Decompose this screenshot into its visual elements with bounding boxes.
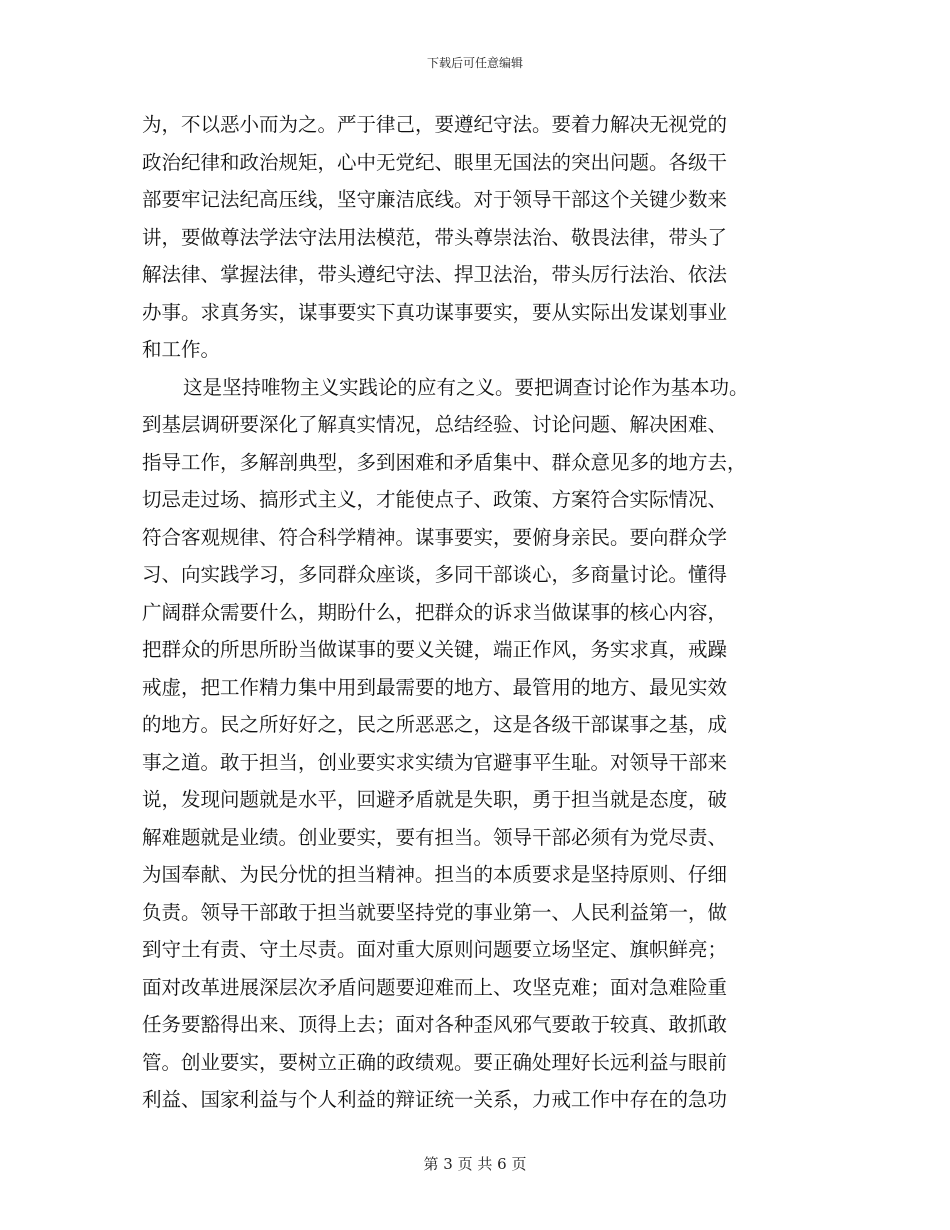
text-line: 讲，要做尊法学法守法用法模范，带头尊崇法治、敬畏法律，带头了	[142, 225, 728, 249]
paragraph-1	[142, 106, 810, 369]
text-line: 说，发现问题就是水平，回避矛盾就是失职，勇于担当就是态度，破	[142, 788, 728, 811]
paragraph-2	[142, 369, 810, 1119]
page-header: 下载后可任意编辑	[426, 56, 523, 70]
text-line: 戒虚，把工作精力集中用到最需要的地方、最管用的地方、最见实效	[142, 675, 728, 699]
text-line: 解难题就是业绩。创业要实，要有担当。领导干部必须有为党尽责、	[142, 825, 728, 849]
text-line: 到守土有责、守土尽责。面对重大原则问题要立场坚定、旗帜鲜亮；	[142, 938, 728, 961]
text-line: 的地方。民之所好好之，民之所恶恶之，这是各级干部谋事之基，成	[142, 713, 728, 736]
text-line: 解法律、掌握法律，带头遵纪守法、捍卫法治，带头厉行法治、依法	[142, 263, 728, 286]
text-line: 负责。领导干部敢于担当就要坚持党的事业第一、人民利益第一，做	[142, 900, 728, 924]
text-line: 切忌走过场、搞形式主义，才能使点子、政策、方案符合实际情况、	[142, 488, 728, 511]
text-line: 符合客观规律、符合科学精神。谋事要实，要俯身亲民。要向群众学	[142, 525, 728, 549]
text-line: 习、向实践学习，多同群众座谈，多同干部谈心，多商量讨论。懂得	[142, 563, 728, 586]
text-line: 把群众的所思所盼当做谋事的要义关键，端正作风，务实求真，戒躁	[142, 638, 728, 661]
text-line: 为，不以恶小而为之。严于律己，要遵纪守法。要着力解决无视党的	[142, 113, 728, 136]
page-number-footer: 第 3 页 共 6 页	[423, 1155, 527, 1173]
document-body	[142, 106, 810, 1119]
text-line: 任务要豁得出来、顶得上去；面对各种歪风邪气要敢于较真、敢抓敢	[142, 1013, 728, 1036]
text-line: 政治纪律和政治规矩，心中无党纪、眼里无国法的突出问题。各级干	[142, 150, 728, 174]
text-line: 面对改革进展深层次矛盾问题要迎难而上、攻坚克难；面对急难险重	[142, 975, 728, 999]
text-line: 事之道。敢于担当，创业要实求实绩为官避事平生耻。对领导干部来	[142, 750, 728, 774]
text-line: 部要牢记法纪高压线，坚守廉洁底线。对于领导干部这个关键少数来	[142, 188, 728, 211]
text-line: 广阔群众需要什么，期盼什么，把群众的诉求当做谋事的核心内容，	[142, 600, 728, 624]
text-line: 利益、国家利益与个人利益的辩证统一关系，力戒工作中存在的急功	[142, 1088, 728, 1111]
text-line: 指导工作，多解剖典型，多到困难和矛盾集中、群众意见多的地方去，	[142, 450, 747, 474]
text-line: 办事。求真务实，谋事要实下真功谋事要实，要从实际出发谋划事业	[142, 300, 728, 324]
text-line: 为国奉献、为民分忧的担当精神。担当的本质要求是坚持原则、仔细	[142, 863, 728, 886]
text-line: 管。创业要实，要树立正确的政绩观。要正确处理好长远利益与眼前	[142, 1050, 728, 1074]
text-line: 和工作。	[142, 338, 221, 361]
text-line: 到基层调研要深化了解真实情况，总结经验、讨论问题、解决困难、	[142, 413, 728, 436]
text-line: 这是坚持唯物主义实践论的应有之义。要把调查讨论作为基本功。	[183, 375, 749, 399]
